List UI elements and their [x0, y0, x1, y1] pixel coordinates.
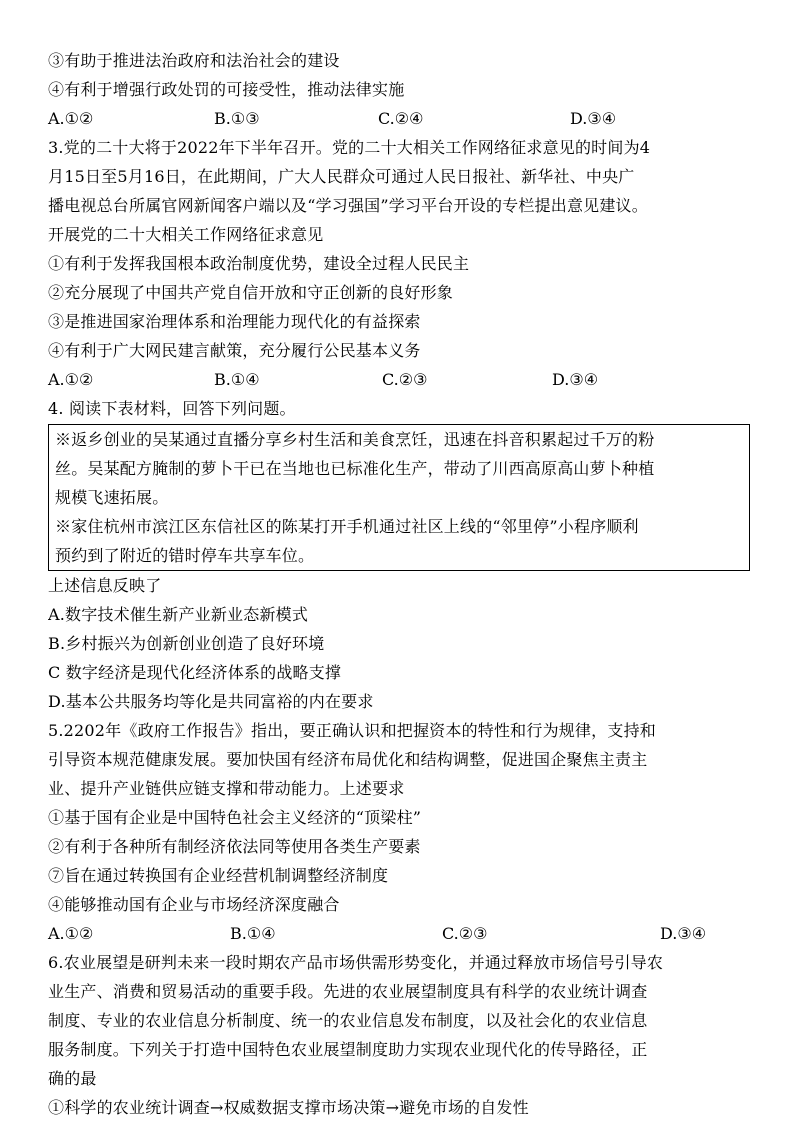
q5-statement-1: ①基于国有企业是中国特色社会主义经济的“顶梁柱” — [48, 808, 422, 827]
q4-material-line: 预约到了附近的错时停车共享车位。 — [55, 546, 315, 565]
q6-stem-line: 制度、专业的农业信息分析制度、统一的农业信息发布制度，以及社会化的农业信息 — [48, 1011, 648, 1030]
q2-option-c: C.②④ — [378, 109, 424, 128]
q3-stem-line: 3.党的二十大将于2022年下半年召开。党的二十大相关工作网络征求意见的时间为4 — [48, 138, 651, 157]
q5-options — [48, 919, 758, 948]
q3-option-b: B.①④ — [214, 370, 260, 389]
q4-prompt: 上述信息反映了 — [48, 576, 162, 595]
q2-statement-4: ④有利于增强行政处罚的可接受性，推动法律实施 — [48, 80, 405, 99]
q4-material-line: 丝。吴某配方腌制的萝卜干已在当地也已标准化生产，带动了川西高原高山萝卜种植 — [55, 459, 655, 478]
q3-statement-4: ④有利于广大网民建言献策，充分履行公民基本义务 — [48, 341, 421, 360]
q6-stem-line: 业生产、消费和贸易活动的重要手段。先进的农业展望制度具有科学的农业统计调查 — [48, 982, 648, 1001]
q5-stem-line: 业、提升产业链供应链支撑和带动能力。上述要求 — [48, 779, 405, 798]
q3-stem-line: 开展党的二十大相关工作网络征求意见 — [48, 225, 324, 244]
q3-statement-3: ③是推进国家治理体系和治理能力现代化的有益探索 — [48, 312, 421, 331]
q3-option-c: C.②③ — [382, 370, 428, 389]
q3-option-d: D.③④ — [552, 370, 599, 389]
q5-stem-line: 5.2202年《政府工作报告》指出，要正确认识和把握资本的特性和行为规律，支持和 — [48, 721, 656, 740]
q3-statement-2: ②充分展现了中国共产党自信开放和守正创新的良好形象 — [48, 283, 454, 302]
q3-option-a: A.①② — [48, 370, 94, 389]
q2-option-d: D.③④ — [570, 109, 617, 128]
q3-options — [48, 365, 758, 394]
q6-stem-line: 6.农业展望是研判未来一段时期农产品市场供需形势变化，并通过释放市场信号引导农 — [48, 953, 664, 972]
q2-statement-3: ③有助于推进法治政府和法治社会的建设 — [48, 51, 340, 70]
exam-page — [48, 46, 758, 1122]
q5-statement-4: ④能够推动国有企业与市场经济深度融合 — [48, 895, 340, 914]
q5-option-c: C.②③ — [442, 924, 488, 943]
q4-choice-b: B.乡村振兴为创新创业创造了良好环境 — [48, 634, 325, 653]
q5-option-d: D.③④ — [660, 924, 707, 943]
q4-choice-d: D.基本公共服务均等化是共同富裕的内在要求 — [48, 692, 374, 711]
q2-option-a: A.①② — [48, 109, 94, 128]
q6-stem-line: 服务制度。下列关于打造中国特色农业展望制度助力实现农业现代化的传导路径，正 — [48, 1040, 648, 1059]
q3-stem-line: 播电视总台所属官网新闻客户端以及“学习强国”学习平台开设的专栏提出意见建议。 — [48, 196, 648, 215]
q4-material-box — [48, 424, 750, 571]
q2-options — [48, 104, 758, 133]
q5-statement-3: ⑦旨在通过转换国有企业经营机制调整经济制度 — [48, 866, 389, 885]
q4-material-line: 规模飞速拓展。 — [55, 488, 169, 507]
q5-stem-line: 引导资本规范健康发展。要加快国有经济布局优化和结构调整，促进国企聚焦主责主 — [48, 750, 648, 769]
q6-stem-line: 确的最 — [48, 1069, 97, 1088]
q5-option-b: B.①④ — [230, 924, 276, 943]
q3-statement-1: ①有利于发挥我国根本政治制度优势，建设全过程人民民主 — [48, 254, 470, 273]
q5-option-a: A.①② — [48, 924, 94, 943]
q4-stem: 4. 阅读下表材料，回答下列问题。 — [48, 399, 296, 418]
q4-choice-c: C 数字经济是现代化经济体系的战略支撑 — [48, 663, 342, 682]
q6-statement-1: ①科学的农业统计调查→权威数据支撑市场决策→避免市场的自发性 — [48, 1098, 529, 1117]
q4-material-line: ※返乡创业的吴某通过直播分享乡村生活和美食烹饪，迅速在抖音积累起过千万的粉 — [55, 430, 655, 449]
q4-choice-a: A.数字技术催生新产业新业态新模式 — [48, 605, 309, 624]
q4-material-line: ※家住杭州市滨江区东信社区的陈某打开手机通过社区上线的“邻里停”小程序顺利 — [55, 517, 639, 536]
q5-statement-2: ②有利于各种所有制经济依法同等使用各类生产要素 — [48, 837, 421, 856]
q2-option-b: B.①③ — [214, 109, 260, 128]
q3-stem-line: 月15日至5月16日，在此期间，广大人民群众可通过人民日报社、新华社、中央广 — [48, 167, 635, 186]
